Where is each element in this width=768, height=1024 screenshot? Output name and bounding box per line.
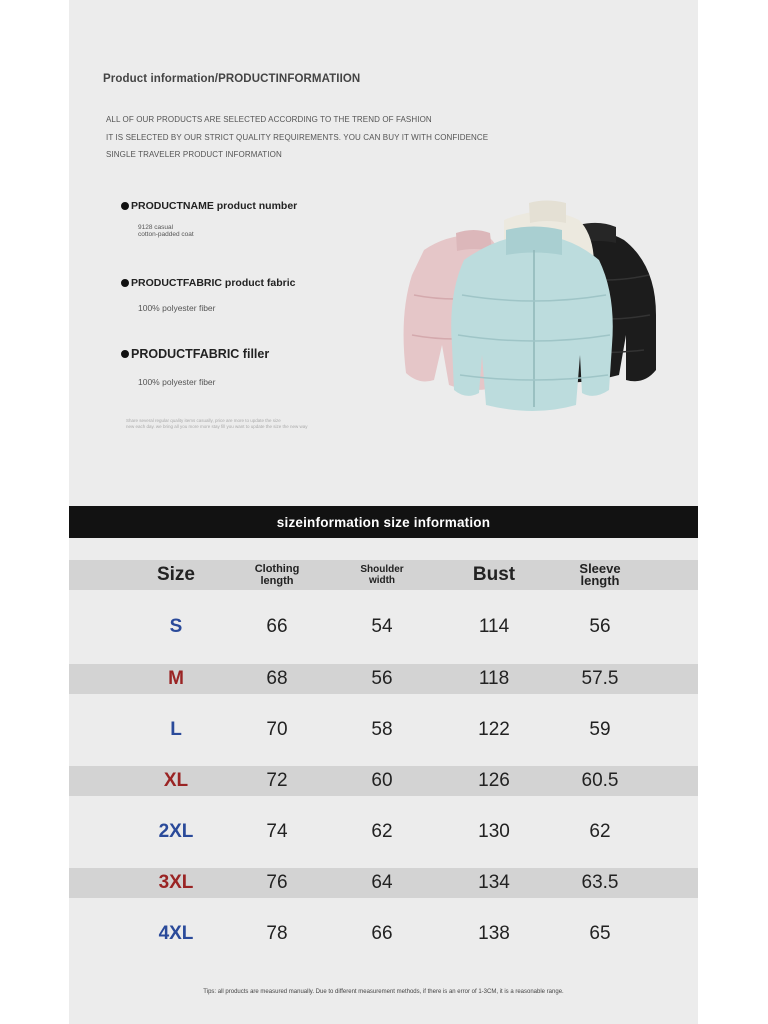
shoulder-value: 54	[371, 616, 393, 637]
header-line: Shoulder	[360, 564, 404, 575]
header-bust: Bust	[472, 564, 516, 585]
intro-line: IT IS SELECTED BY OUR STRICT QUALITY REQUIREMENTS. YOU CAN BUY IT WITH CONFIDENCE	[106, 132, 489, 142]
intro-line: ALL OF OUR PRODUCTS ARE SELECTED ACCORDING TO THE TREND OF FASHION	[106, 115, 432, 124]
bust-value: 114	[478, 616, 510, 637]
length-value: 74	[266, 821, 288, 842]
size-label: 3XL	[158, 872, 194, 893]
measurement-tip: Tips: all products are measured manually. Due to different measurement methods, if there is an error of 1-3CM, it is a reasonable range.	[203, 989, 564, 995]
table-row	[69, 766, 698, 796]
length-value: 72	[266, 770, 288, 791]
table-row	[69, 612, 698, 642]
shoulder-value: 60	[371, 770, 393, 791]
size-label: XL	[163, 770, 189, 791]
header-shoulder-width	[360, 564, 403, 586]
header-sleeve-length	[579, 563, 620, 587]
bullet-icon	[121, 279, 129, 287]
length-value: 76	[266, 872, 288, 893]
spec-label: PRODUCTFABRIC product fabric	[131, 277, 296, 289]
header-line: Sleeve	[579, 561, 621, 576]
shoulder-value: 64	[371, 872, 393, 893]
header-size: Size	[156, 564, 196, 585]
spec-filler	[121, 347, 269, 387]
shoulder-value: 58	[371, 719, 393, 740]
bullet-icon	[121, 202, 129, 210]
spec-value: 100% polyester fiber	[138, 377, 216, 387]
fine-print-line: new each day. we bring all you more more stay fill you want to update the size the new way	[126, 424, 308, 429]
size-label: M	[168, 668, 184, 689]
shoulder-value: 62	[371, 821, 393, 842]
header-line: length	[580, 573, 620, 588]
size-label: S	[169, 616, 183, 637]
spec-value: 100% polyester fiber	[138, 303, 216, 313]
sleeve-value: 59	[589, 719, 611, 740]
length-value: 68	[266, 668, 288, 689]
header-clothing-length	[255, 563, 300, 587]
sleeve-value: 60.5	[581, 770, 619, 791]
table-row	[69, 715, 698, 745]
sleeve-value: 65	[589, 923, 611, 944]
header-line: width	[368, 575, 396, 586]
fine-print-line: Share several regular quality items casually, price are more to update the size	[126, 418, 281, 423]
product-detail-page	[69, 0, 698, 1024]
sleeve-value: 56	[589, 616, 611, 637]
size-information-bar: sizeinformation size information	[69, 506, 698, 538]
shoulder-value: 56	[371, 668, 393, 689]
bust-value: 138	[478, 923, 510, 944]
length-value: 66	[266, 616, 288, 637]
bust-value: 122	[478, 719, 510, 740]
table-row	[69, 664, 698, 694]
product-image	[394, 195, 664, 425]
table-row	[69, 817, 698, 847]
size-table-header	[69, 560, 698, 590]
bust-value: 134	[478, 872, 510, 893]
size-label: 4XL	[158, 923, 194, 944]
length-value: 70	[266, 719, 288, 740]
header-line: length	[260, 575, 294, 587]
size-label: 2XL	[158, 821, 194, 842]
spec-product-fabric	[121, 277, 296, 313]
intro-line: SINGLE TRAVELER PRODUCT INFORMATION	[106, 150, 282, 159]
table-row	[69, 868, 698, 898]
section-title: Product information/PRODUCTINFORMATIION	[103, 73, 361, 85]
teal-jacket	[451, 227, 613, 412]
spec-value-line: 9128 casual	[138, 224, 174, 231]
shoulder-value: 66	[371, 923, 393, 944]
fine-print	[126, 418, 308, 430]
bust-value: 118	[478, 668, 510, 689]
spec-value-line: cotton-padded coat	[138, 231, 194, 238]
header-line: Clothing	[254, 563, 300, 575]
sleeve-value: 62	[589, 821, 611, 842]
length-value: 78	[266, 923, 288, 944]
spec-label: PRODUCTFABRIC filler	[131, 347, 270, 361]
table-row	[69, 919, 698, 949]
spec-label: PRODUCTNAME product number	[131, 200, 298, 212]
spec-value	[138, 224, 297, 238]
sleeve-value: 57.5	[581, 668, 619, 689]
sleeve-value: 63.5	[581, 872, 619, 893]
bullet-icon	[121, 350, 129, 358]
spec-product-name	[121, 200, 297, 238]
intro-text	[106, 111, 488, 164]
size-label: L	[170, 719, 182, 740]
bust-value: 130	[478, 821, 510, 842]
bust-value: 126	[478, 770, 510, 791]
